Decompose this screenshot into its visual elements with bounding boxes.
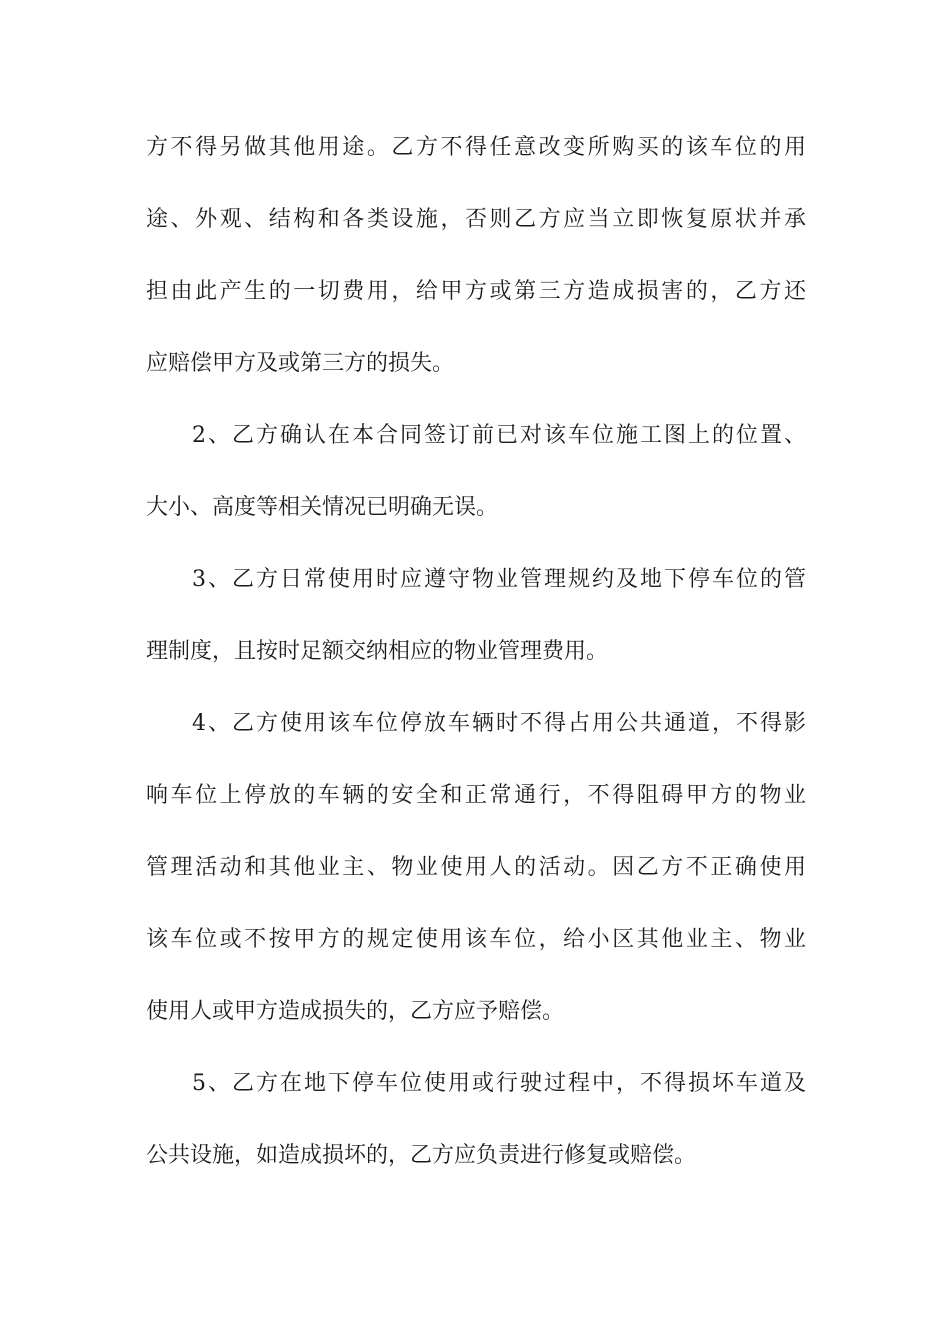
text-line: 响车位上停放的车辆的安全和正常通行，不得阻碍甲方的物业 xyxy=(146,783,806,808)
text-line: 该车位或不按甲方的规定使用该车位，给小区其他业主、物业 xyxy=(146,927,806,952)
text-line: 方不得另做其他用途。乙方不得任意改变所购买的该车位的用 xyxy=(146,135,806,160)
clause-4-line: 4、乙方使用该车位停放车辆时不得占用公共通道，不得影 xyxy=(192,711,806,736)
clause-3-line: 3、乙方日常使用时应遵守物业管理规约及地下停车位的管 xyxy=(192,567,806,592)
text-line: 理制度，且按时足额交纳相应的物业管理费用。 xyxy=(146,639,609,664)
text-line: 管理活动和其他业主、物业使用人的活动。因乙方不正确使用 xyxy=(146,855,806,880)
text-line: 使用人或甲方造成损失的，乙方应予赔偿。 xyxy=(146,999,565,1024)
text-line: 担由此产生的一切费用，给甲方或第三方造成损害的，乙方还 xyxy=(146,279,806,304)
text-line: 应赔偿甲方及或第三方的损失。 xyxy=(146,351,455,376)
clause-2-line: 2、乙方确认在本合同签订前已对该车位施工图上的位置、 xyxy=(192,423,806,448)
text-line: 公共设施，如造成损坏的，乙方应负责进行修复或赔偿。 xyxy=(146,1143,697,1168)
text-line: 大小、高度等相关情况已明确无误。 xyxy=(146,495,499,520)
clause-5-line: 5、乙方在地下停车位使用或行驶过程中，不得损坏车道及 xyxy=(192,1071,806,1096)
text-line: 途、外观、结构和各类设施，否则乙方应当立即恢复原状并承 xyxy=(146,207,806,232)
